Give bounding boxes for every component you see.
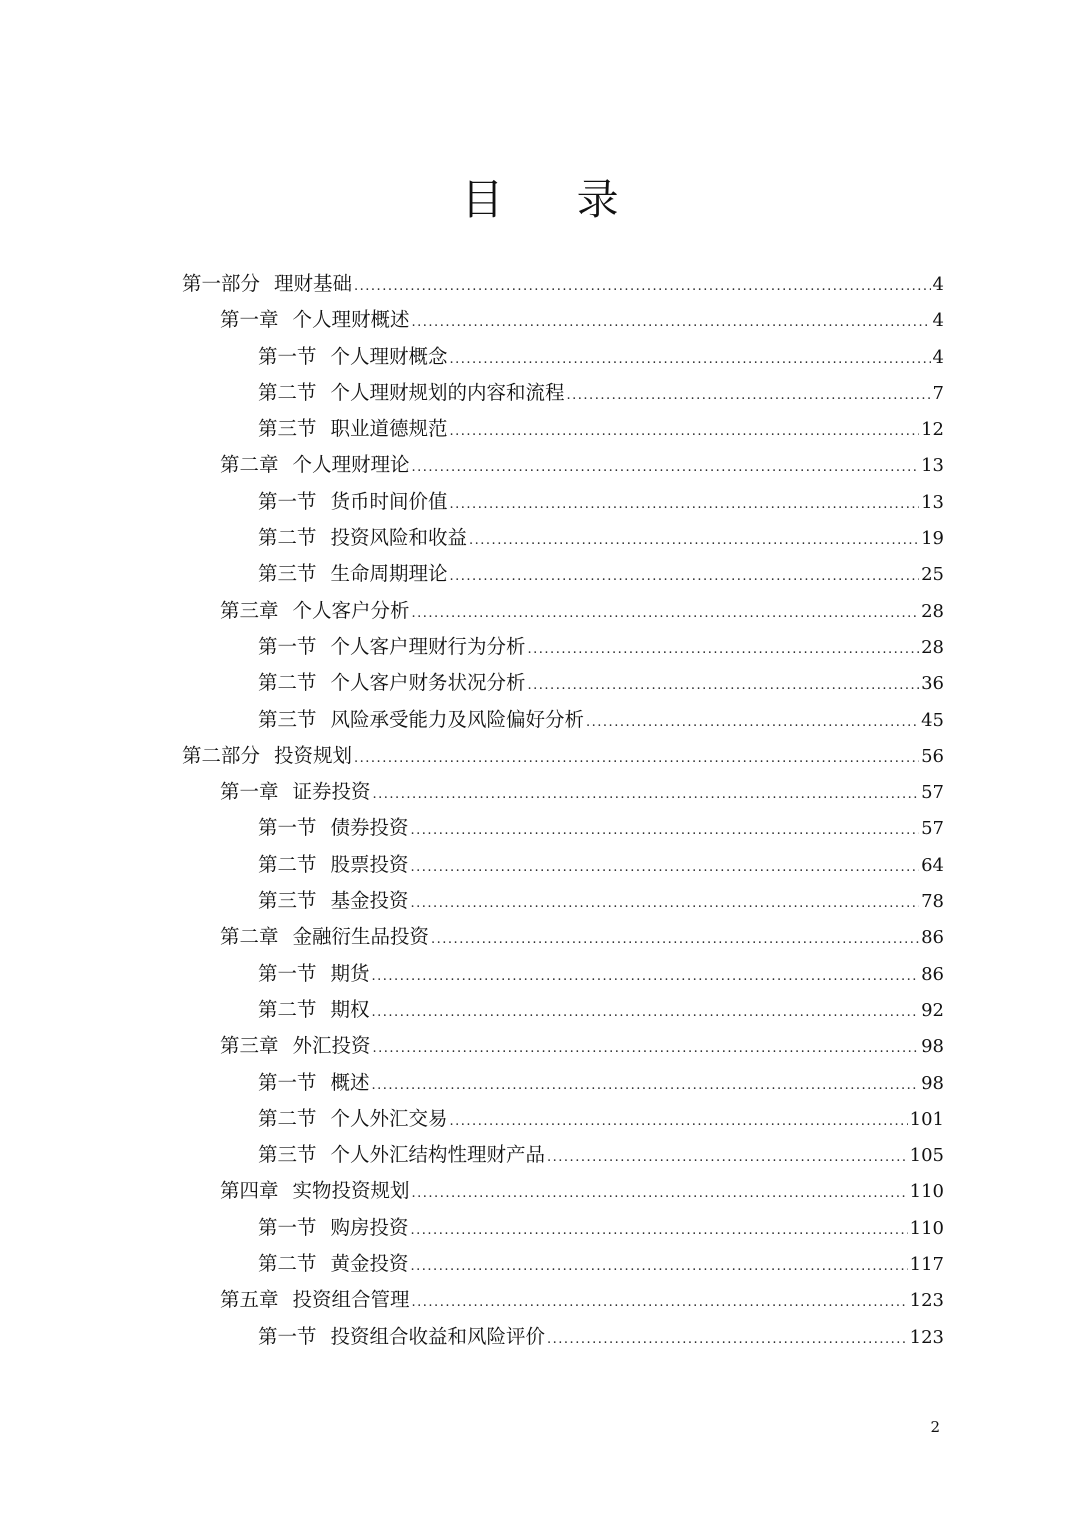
dot-leader — [469, 523, 919, 559]
toc-entry[interactable] — [0, 266, 1080, 302]
toc-entry-label: 第一节 — [258, 961, 317, 985]
dot-leader — [412, 596, 920, 632]
toc-entry-label: 第二节 — [258, 997, 317, 1021]
toc-entry[interactable] — [0, 774, 1080, 810]
toc-entry-page: 4 — [932, 346, 944, 368]
toc-entry-page: 4 — [932, 310, 944, 332]
toc-entry-page: 92 — [921, 999, 944, 1021]
toc-entry-title: 风险承受能力及风险偏好分析 — [330, 707, 585, 731]
toc-entry-label: 第三节 — [258, 889, 317, 913]
toc-entry-page: 45 — [921, 709, 944, 731]
toc-entry-title: 黄金投资 — [330, 1252, 409, 1276]
toc-entry[interactable] — [0, 629, 1080, 665]
toc-entry[interactable] — [0, 1028, 1080, 1064]
dot-leader — [372, 959, 920, 995]
toc-entry-title: 个人外汇交易 — [330, 1106, 448, 1130]
toc-entry-page: 98 — [921, 1036, 944, 1058]
toc-entry-label: 第二节 — [258, 671, 317, 695]
toc-entry-title: 基金投资 — [330, 889, 409, 913]
toc-entry[interactable] — [0, 1101, 1080, 1137]
toc-entry-title: 个人客户分析 — [292, 598, 410, 622]
dot-leader — [450, 414, 920, 450]
dot-leader — [528, 668, 920, 704]
toc-entry-page: 98 — [921, 1072, 944, 1094]
toc-entry-page: 57 — [921, 782, 944, 804]
toc-entry-label: 第一节 — [258, 1070, 317, 1094]
toc-entry-title: 金融衍生品投资 — [292, 925, 430, 949]
dot-leader — [411, 1213, 908, 1249]
dot-leader — [411, 813, 920, 849]
toc-entry-title: 个人客户理财行为分析 — [330, 634, 526, 658]
dot-leader — [450, 487, 920, 523]
toc-entry-label: 第三节 — [258, 417, 317, 441]
toc-entry-label: 第二部分 — [182, 743, 261, 767]
dot-leader — [411, 1249, 908, 1285]
toc-entry-label: 第一节 — [258, 1215, 317, 1239]
toc-entry[interactable] — [0, 1246, 1080, 1282]
toc-entry[interactable] — [0, 810, 1080, 846]
dot-leader — [547, 1322, 908, 1358]
toc-entry-label: 第二节 — [258, 1106, 317, 1130]
toc-entry-label: 第二节 — [258, 380, 317, 404]
toc-entry-page: 86 — [921, 963, 944, 985]
toc-entry-title: 生命周期理论 — [330, 562, 448, 586]
toc-entry[interactable] — [0, 1282, 1080, 1318]
dot-leader — [431, 922, 919, 958]
toc-entry[interactable] — [0, 665, 1080, 701]
toc-entry-title: 货币时间价值 — [330, 489, 448, 513]
toc-entry-label: 第一节 — [258, 634, 317, 658]
toc-entry-title: 个人理财规划的内容和流程 — [330, 380, 565, 404]
toc-entry-page: 28 — [921, 636, 944, 658]
toc-entry-page: 123 — [909, 1290, 944, 1312]
toc-entry-label: 第三节 — [258, 562, 317, 586]
toc-entry-page: 56 — [921, 745, 944, 767]
toc-entry[interactable] — [0, 1210, 1080, 1246]
toc-entry-title: 理财基础 — [274, 272, 353, 295]
toc-entry-page: 28 — [921, 600, 944, 622]
toc-entry-title: 投资组合收益和风险评价 — [330, 1324, 546, 1348]
dot-leader — [373, 1031, 920, 1067]
toc-entry-title: 个人理财概念 — [330, 344, 448, 368]
dot-leader — [412, 305, 931, 341]
toc-entry-label: 第五章 — [220, 1288, 279, 1312]
dot-leader — [412, 1285, 908, 1321]
dot-leader — [450, 559, 920, 595]
toc-entry-title: 债券投资 — [330, 816, 409, 840]
toc-entry[interactable] — [0, 1173, 1080, 1209]
toc-entry-title: 股票投资 — [330, 852, 409, 876]
toc-entry[interactable] — [0, 520, 1080, 556]
toc-entry-title: 期货 — [330, 961, 370, 985]
toc-entry[interactable] — [0, 302, 1080, 338]
toc-entry-page: 105 — [909, 1145, 944, 1167]
toc-entry-title: 个人理财概述 — [292, 308, 410, 332]
toc-entry-page: 64 — [921, 854, 944, 876]
toc-entry-page: 110 — [909, 1181, 944, 1203]
toc-entry-label: 第四章 — [220, 1179, 279, 1203]
toc-entry[interactable] — [0, 411, 1080, 447]
toc-entry-title: 个人外汇结构性理财产品 — [330, 1143, 546, 1167]
toc-entry-title: 期权 — [330, 997, 370, 1021]
dot-leader — [450, 342, 931, 378]
toc-entry[interactable] — [0, 593, 1080, 629]
table-of-contents — [0, 266, 1080, 1355]
toc-entry-page: 13 — [921, 455, 944, 477]
toc-entry-label: 第二章 — [220, 453, 279, 477]
toc-entry[interactable] — [0, 484, 1080, 520]
toc-entry-page: 86 — [921, 927, 944, 949]
toc-entry[interactable] — [0, 847, 1080, 883]
toc-entry-title: 概述 — [330, 1070, 370, 1094]
toc-entry-title: 外汇投资 — [292, 1034, 371, 1058]
toc-entry-label: 第二节 — [258, 526, 317, 550]
toc-entry-title: 个人理财理论 — [292, 453, 410, 477]
toc-entry-label: 第一章 — [220, 780, 279, 804]
toc-entry[interactable] — [0, 556, 1080, 592]
toc-entry-label: 第一节 — [258, 344, 317, 368]
toc-entry-page: 101 — [909, 1108, 944, 1130]
toc-entry-label: 第三节 — [258, 707, 317, 731]
toc-entry-label: 第二节 — [258, 852, 317, 876]
toc-entry-title: 实物投资规划 — [292, 1179, 410, 1203]
toc-entry-title: 购房投资 — [330, 1215, 409, 1239]
toc-entry-page: 57 — [921, 818, 944, 840]
toc-entry-title: 投资组合管理 — [292, 1288, 410, 1312]
page-number: 2 — [930, 1418, 940, 1436]
dot-leader — [411, 850, 920, 886]
toc-entry-label: 第三节 — [258, 1143, 317, 1167]
toc-entry-page: 117 — [909, 1254, 944, 1276]
toc-entry-page: 7 — [932, 382, 944, 404]
toc-entry-label: 第三章 — [220, 1034, 279, 1058]
toc-entry[interactable] — [0, 339, 1080, 375]
toc-entry-label: 第一部分 — [182, 272, 261, 295]
toc-entry[interactable] — [0, 1065, 1080, 1101]
toc-entry[interactable] — [0, 1137, 1080, 1173]
toc-entry[interactable] — [0, 738, 1080, 774]
toc-entry[interactable] — [0, 702, 1080, 738]
dot-leader — [411, 886, 920, 922]
toc-entry-page: 12 — [921, 419, 944, 441]
toc-entry-page: 123 — [909, 1326, 944, 1348]
toc-entry-label: 第三章 — [220, 598, 279, 622]
page-title: 目 录 — [461, 175, 649, 224]
dot-leader — [373, 777, 920, 813]
toc-entry[interactable] — [0, 992, 1080, 1028]
dot-leader — [354, 741, 919, 777]
dot-leader — [372, 995, 920, 1031]
toc-entry-label: 第一节 — [258, 816, 317, 840]
toc-entry-page: 36 — [921, 673, 944, 695]
dot-leader — [354, 269, 931, 305]
toc-entry[interactable] — [0, 375, 1080, 411]
toc-entry[interactable] — [0, 883, 1080, 919]
dot-leader — [586, 705, 919, 741]
toc-entry-title: 职业道德规范 — [330, 417, 448, 441]
toc-entry-label: 第二节 — [258, 1252, 317, 1276]
toc-entry-label: 第一节 — [258, 489, 317, 513]
toc-entry-page: 13 — [921, 491, 944, 513]
dot-leader — [372, 1068, 920, 1104]
dot-leader — [567, 378, 931, 414]
toc-entry-page: 78 — [921, 891, 944, 913]
toc-entry[interactable] — [0, 447, 1080, 483]
toc-entry[interactable] — [0, 919, 1080, 955]
toc-entry-page: 110 — [909, 1217, 944, 1239]
toc-entry-title: 投资规划 — [274, 743, 353, 767]
toc-entry-page: 25 — [921, 564, 944, 586]
toc-entry-page: 19 — [921, 528, 944, 550]
dot-leader — [450, 1104, 908, 1140]
toc-entry-title: 投资风险和收益 — [330, 526, 468, 550]
toc-entry-title: 证券投资 — [292, 780, 371, 804]
toc-entry-label: 第一节 — [258, 1324, 317, 1348]
dot-leader — [528, 632, 920, 668]
toc-entry-label: 第二章 — [220, 925, 279, 949]
toc-entry[interactable] — [0, 956, 1080, 992]
toc-entry-page: 4 — [932, 274, 944, 295]
dot-leader — [412, 1176, 908, 1212]
dot-leader — [412, 450, 920, 486]
toc-entry[interactable] — [0, 1319, 1080, 1355]
toc-entry-label: 第一章 — [220, 308, 279, 332]
toc-entry-title: 个人客户财务状况分析 — [330, 671, 526, 695]
dot-leader — [547, 1140, 908, 1176]
